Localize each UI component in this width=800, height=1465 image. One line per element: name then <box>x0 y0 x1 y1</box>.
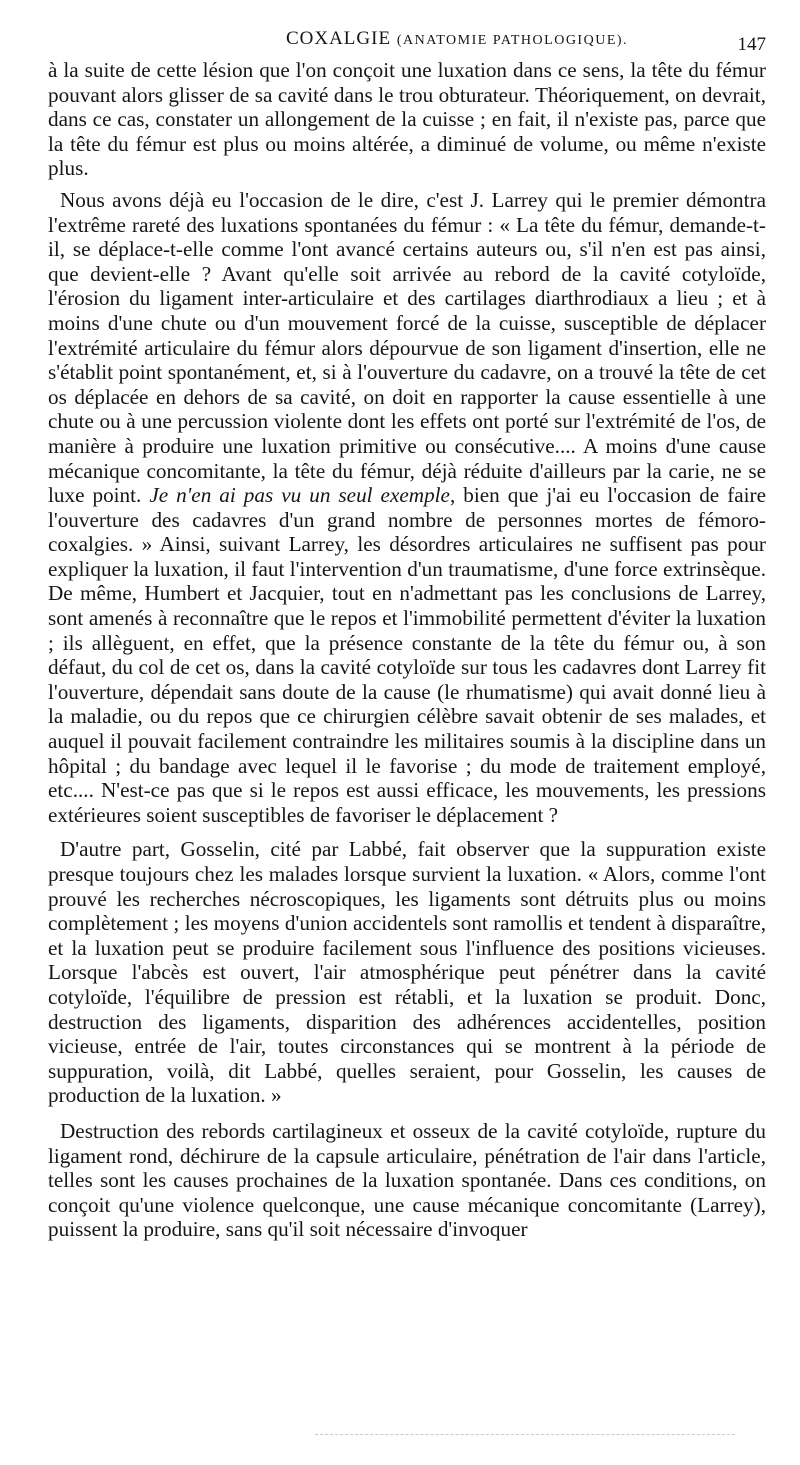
paragraph-2 <box>48 188 766 827</box>
running-head-main: COXALGIE <box>285 28 392 49</box>
paragraph-4: Destruction des rebords cartilagineux et osseux de la cavité cotyloïde, rupture du ligament rond, déchirure de la capsule articulaire, pénétration de l'air dans l'article, telles sont les causes prochaines de la luxation spontanée. Dans ces conditions, on conçoit qu'une violence quelconque, une cause mécanique concomitante (Larrey), puissent la produire, sans qu'il soit nécessaire d'invoquer <box>48 1118 766 1242</box>
page-number: 147 <box>737 34 766 55</box>
paragraph-2-text-end: , bien que j'ai eu l'occasion de faire l'ouverture des cadavres d'un grand nombre de personnes mortes de fémoro-coxalgies. » Ainsi, suivant Larrey, les désordres articulaires ne suffisent pas pour expliquer la luxation, il faut l'intervention d'un traumatisme, d'une force extrinsèque. De même, Humbert et Jacquier, tout en n'admettant pas les conclusions de Larrey, sont amenés à reconnaître que le repos et l'immobilité permettent d'éviter la luxation ; ils allèguent, en effet, que la présence constante de la tête du fémur ou, à son défaut, du col de cet os, dans la cavité cotyloïde sur tous les cadavres dont Larrey fit l'ouverture, dépendait sans doute de la cause (le rhumatisme) qui avait donné lieu à la maladie, ou du repos que ce chirurgien célèbre savait obtenir de ses malades, et auquel il pouvait facilement contraindre les militaires soumis à la discipline dans un hôpital ; du bandage avec lequel il le favorise ; du mode de traitement employé, etc.... N'est-ce pas que si le repos est aussi efficace, les mouvements, les pressions extérieures soient susceptibles de favoriser le déplacement ? <box>48 483 767 827</box>
bottom-bleed-through-rule <box>315 1434 735 1435</box>
running-head-subtitle: (ANATOMIE PATHOLOGIQUE). <box>396 33 629 48</box>
paragraph-3: D'autre part, Gosselin, cité par Labbé, fait observer que la suppuration existe presque toujours chez les malades lorsque survient la luxation. « Alors, comme l'ont prouvé les recherches nécroscopiques, les ligaments sont détruits plus ou moins complètement ; les moyens d'union accidentels sont ramollis et tendent à disparaître, et la luxation peut se produire facilement sous l'influence des positions vicieuses. Lorsque l'abcès est ouvert, l'air atmosphérique peut pénétrer dans la cavité cotyloïde, l'équilibre de pression est rétabli, et la luxation se produit. Donc, destruction des ligaments, disparition des adhérences accidentelles, position vicieuse, entrée de l'air, toutes circonstances qui se montrent à la période de suppuration, voilà, dit Labbé, quelles seraient, pour Gosselin, les causes de production de la luxation. » <box>48 837 766 1108</box>
running-head <box>48 28 766 58</box>
paragraph-2-text-start: Nous avons déjà eu l'occasion de le dire, c'est J. Larrey qui le premier démontra l'extrême rareté des luxations spontanées du fémur : « La tête du fémur, demande-t-il, se déplace-t-elle comme l'ont avancé certains auteurs ou, s'il n'en est pas ainsi, que devient-elle ? Avant qu'elle soit arrivée au rebord de la cavité cotyloïde, l'érosion du ligament inter-articulaire et des cartilages diarthrodiaux a lieu ; et à moins d'une chute ou d'un mouvement forcé de la cuisse, susceptible de déplacer l'extrémité articulaire du fémur alors dépourvue de son ligament d'insertion, elle ne s'établit point spontanément, et, si à l'ouverture du cadavre, on a trouvé la tête de cet os déplacée en dehors de sa cavité, on doit en rapporter la cause essentielle à une chute ou à une percussion violente dont les effets ont porté sur l'extrémité de l'os, de manière à produire une luxation primitive ou consécutive.... A moins d'une cause mécanique concomitante, la tête du fémur, déjà réduite d'ailleurs par la carie, ne se luxe point. <box>48 187 766 508</box>
paragraph-2-italic: Je n'en ai pas vu un seul exemple <box>149 483 450 508</box>
running-head-title <box>286 28 628 50</box>
book-page <box>48 28 766 1242</box>
paragraph-1: à la suite de cette lésion que l'on conçoit une luxation dans ce sens, la tête du fémur pouvant alors glisser de sa cavité dans le trou obturateur. Théoriquement, on devrait, dans ce cas, constater un allongement de la cuisse ; en fait, il n'existe pas, parce que la tête du fémur est plus ou moins altérée, a diminué de volume, ou même n'existe plus. <box>48 58 766 181</box>
